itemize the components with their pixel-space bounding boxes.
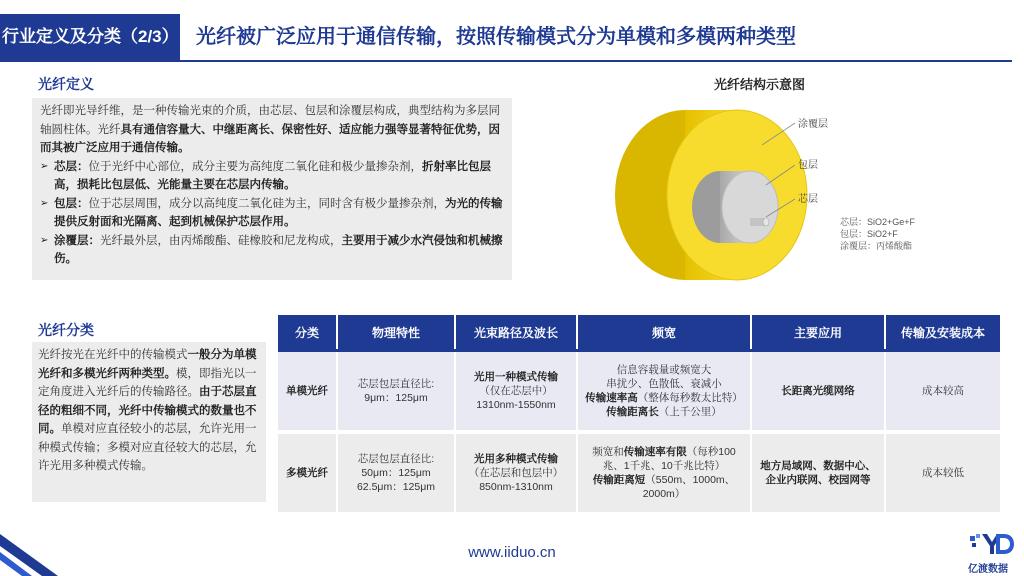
footer-url: www.iiduo.cn — [468, 544, 556, 561]
row-name-multi-mode: 多模光纤 — [286, 467, 328, 479]
legend-cladding: 包层：SiO2+F — [840, 229, 898, 239]
section-tag: 行业定义及分类（2/3） — [0, 14, 180, 60]
label-core: 芯层 — [798, 194, 818, 205]
cladding-face — [722, 171, 778, 243]
definition-intro: 光纤即光导纤维，是一种传输光束的介质，由芯层、包层和涂覆层构成，典型结构为多层同轴圆柱体。光纤具有通信容量大、中继距离长、保密性好、适应能力强等显著特征优势，因而其被广泛应用于通信传输。 — [40, 105, 500, 154]
classification-panel: 光纤按光在光纤中的传输模式一般分为单模光纤和多模光纤两种类型。模，即指光以一定角度进入光纤后的传输路径。由于芯层直径的粗细不同，光纤中传输模式的数量也不同。单模对应直径较小的芯层，允许光用一种模式传输；多模对应直径较大的芯层，允许光用多种模式传输。 — [32, 342, 266, 502]
label-cladding: 包层 — [798, 160, 818, 171]
arrow-bullet-icon: ➢ — [40, 160, 49, 172]
col-header-path: 光束路径及波长 — [456, 315, 576, 349]
arrow-bullet-icon: ➢ — [40, 197, 49, 209]
coating-bullet: ➢ 涂覆层：光纤最外层，由丙烯酸酯、硅橡胶和尼龙构成，主要用于减少水汽侵蚀和机械擦伤。 — [40, 232, 504, 269]
classification-heading: 光纤分类 — [38, 322, 94, 338]
label-coating: 涂覆层 — [798, 119, 828, 130]
table-row: 多模光纤 芯层包层直径比: 50μm：125μm 62.5μm：125μm 光用多种模式传输 （在芯层和包层中） 850nm-1310nm 频宽和传输速率有限（每秒100兆、1千兆、10千兆比特） 传输距离短（550m、1000m、2000m） 地方局域网、数据中心、 企业内联网、校园网等 成本较低 — [278, 434, 1000, 512]
definition-heading: 光纤定义 — [38, 76, 94, 92]
col-header-application: 主要应用 — [752, 315, 884, 349]
core-bullet: ➢ 芯层：位于光纤中心部位，成分主要为高纯度二氧化硅和极少量掺杂剂，折射率比包层高，损耗比包层低、光能量主要在芯层内传输。 — [40, 158, 504, 195]
col-header-type: 分类 — [278, 315, 336, 349]
header-divider — [0, 60, 1012, 62]
company-logo-icon — [966, 530, 1016, 560]
row-name-single-mode: 单模光纤 — [286, 385, 328, 397]
company-logo-text: 亿渡数据 — [968, 564, 1008, 575]
legend-core: 芯层：SiO2+Ge+F — [840, 217, 916, 227]
cladding-bullet: ➢ 包层：位于芯层周围，成分以高纯度二氧化硅为主，同时含有极少量掺杂剂，为光的传输提供反射面和光隔离、起到机械保护芯层作用。 — [40, 195, 504, 232]
definition-panel — [32, 98, 512, 280]
arrow-bullet-icon: ➢ — [40, 234, 49, 246]
col-header-physical: 物理特性 — [338, 315, 454, 349]
table-row: 单模光纤 芯层包层直径比: 9μm：125μm 光用一种模式传输 （仅在芯层中） 1310nm-1550nm 信息容载量或频宽大 串扰少、色散低、衰减小 传输速率高（整体每秒数太比特） 传输距离长（上千公里） 长距离光缆网络 成本较高 — [278, 352, 1000, 430]
fiber-type-table — [276, 315, 1002, 512]
legend-coating: 涂覆层：丙烯酸酯 — [840, 241, 913, 251]
fiber-structure-diagram — [590, 95, 1010, 295]
table-header-row — [278, 315, 1000, 349]
col-header-bandwidth: 频宽 — [578, 315, 750, 349]
col-header-cost: 传输及安装成本 — [886, 315, 1000, 349]
page-title: 光纤被广泛应用于通信传输，按照传输模式分为单模和多模两种类型 — [196, 26, 796, 48]
core-tip — [763, 218, 769, 226]
diagram-title: 光纤结构示意图 — [714, 77, 806, 92]
